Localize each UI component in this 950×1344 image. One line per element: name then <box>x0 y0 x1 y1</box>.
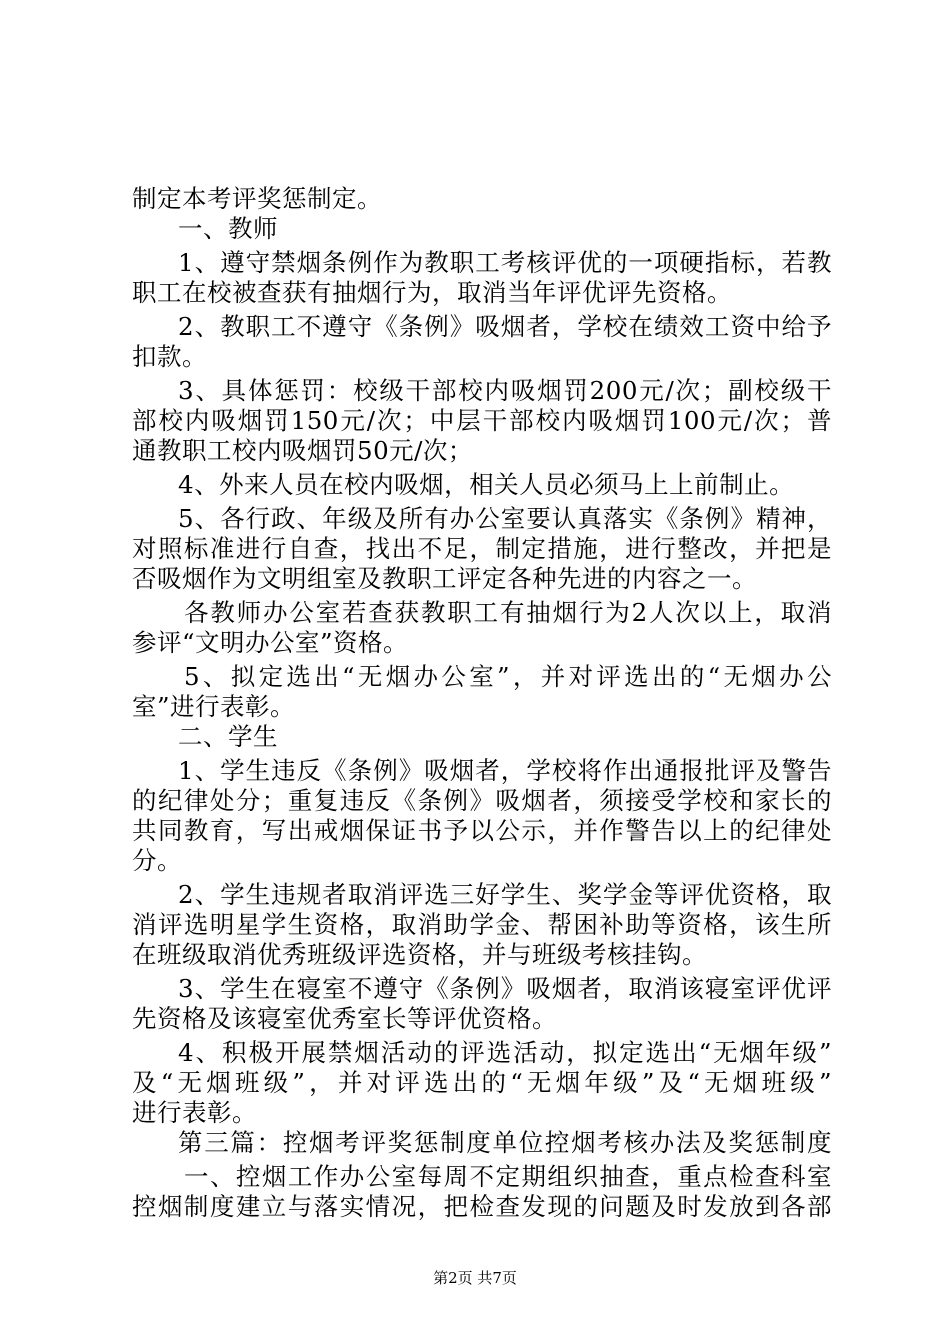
text-line: 1、遵守禁烟条例作为教职工考核评优的一项硬指标，若教 <box>178 248 832 277</box>
text-line: 一、教师 <box>178 214 278 243</box>
text-line: 部校内吸烟罚150元/次；中层干部校内吸烟罚100元/次；普 <box>132 406 832 435</box>
text-line: 5、拟定选出“无烟办公室”，并对评选出的“无烟办公 <box>184 662 832 691</box>
text-line: 参评“文明办公室”资格。 <box>132 628 409 657</box>
text-line: 4、积极开展禁烟活动的评选活动，拟定选出“无烟年级” <box>178 1038 832 1067</box>
text-line: 职工在校被查获有抽烟行为，取消当年评优评先资格。 <box>132 278 732 307</box>
text-line: 二、学生 <box>178 722 278 751</box>
text-line: 否吸烟作为文明组室及教职工评定各种先进的内容之一。 <box>132 564 757 593</box>
text-line: 先资格及该寝室优秀室长等评优资格。 <box>132 1004 557 1033</box>
text-line: 共同教育，写出戒烟保证书予以公示，并作警告以上的纪律处 <box>132 816 832 845</box>
text-line: 2、学生违规者取消评选三好学生、奖学金等评优资格，取 <box>178 880 832 909</box>
text-line: 4、外来人员在校内吸烟，相关人员必须马上上前制止。 <box>178 470 795 499</box>
text-line: 3、具体惩罚：校级干部校内吸烟罚200元/次；副校级干 <box>178 376 832 405</box>
page-footer: 第2页 共7页 <box>433 1269 517 1287</box>
text-line: 各教师办公室若查获教职工有抽烟行为2人次以上，取消 <box>184 598 832 627</box>
text-line: 一、控烟工作办公室每周不定期组织抽查，重点检查科室 <box>184 1162 832 1191</box>
text-line: 的纪律处分；重复违反《条例》吸烟者，须接受学校和家长的 <box>132 786 832 815</box>
text-line: 及“无烟班级”，并对评选出的“无烟年级”及“无烟班级” <box>132 1068 832 1097</box>
text-line: 进行表彰。 <box>132 1098 257 1127</box>
text-line: 在班级取消优秀班级评选资格，并与班级考核挂钩。 <box>132 940 707 969</box>
text-line: 通教职工校内吸烟罚50元/次； <box>132 436 473 465</box>
text-line: 对照标准进行自查，找出不足，制定措施，进行整改，并把是 <box>132 534 832 563</box>
text-line: 分。 <box>132 846 182 875</box>
text-line: 扣款。 <box>132 342 207 371</box>
text-line: 3、学生在寝室不遵守《条例》吸烟者，取消该寝室评优评 <box>178 974 832 1003</box>
text-line: 室”进行表彰。 <box>132 692 296 721</box>
text-line: 第三篇：控烟考评奖惩制度单位控烟考核办法及奖惩制度 <box>178 1128 832 1157</box>
text-line: 消评选明星学生资格，取消助学金、帮困补助等资格，该生所 <box>132 910 832 939</box>
text-line: 2、教职工不遵守《条例》吸烟者，学校在绩效工资中给予 <box>178 312 832 341</box>
text-line: 制定本考评奖惩制定。 <box>132 184 382 213</box>
text-line: 1、学生违反《条例》吸烟者，学校将作出通报批评及警告 <box>178 756 832 785</box>
text-line: 5、各行政、年级及所有办公室要认真落实《条例》精神， <box>178 504 832 533</box>
text-line: 控烟制度建立与落实情况，把检查发现的问题及时发放到各部 <box>132 1192 832 1221</box>
